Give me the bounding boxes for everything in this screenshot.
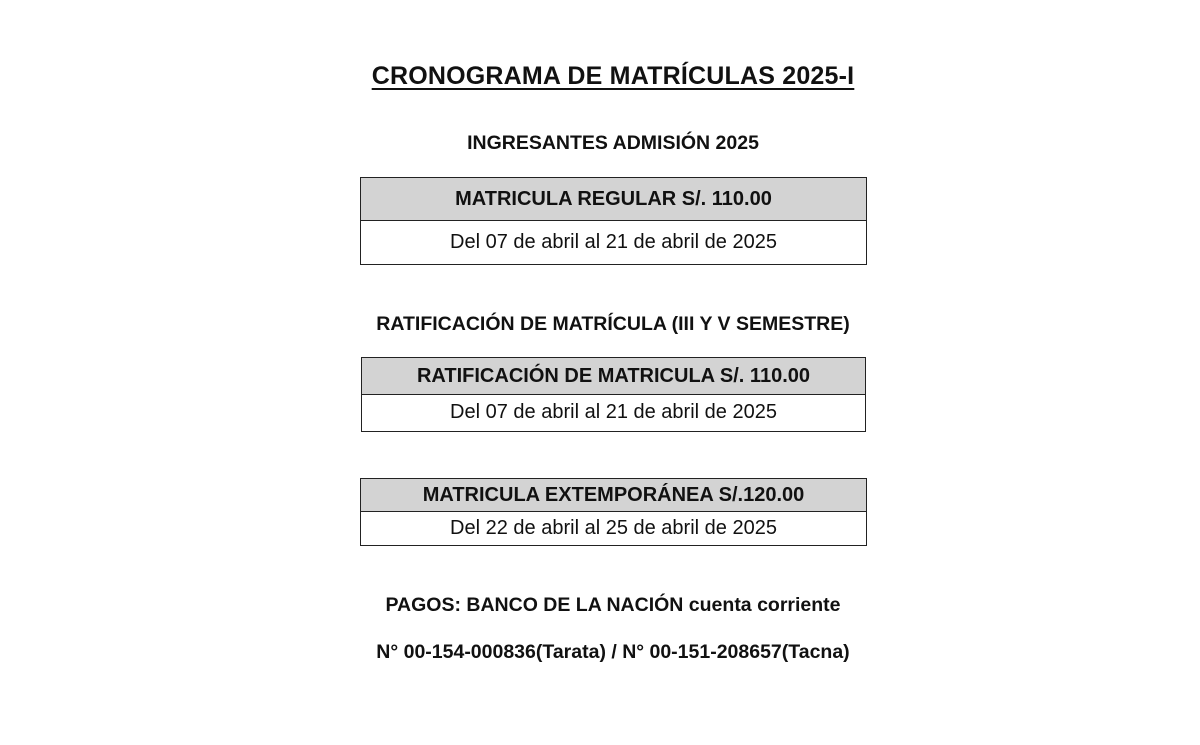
section-heading-ingresantes: INGRESANTES ADMISIÓN 2025 — [467, 132, 759, 154]
table-header-extemporanea: MATRICULA EXTEMPORÁNEA S/.120.00 — [361, 479, 866, 512]
payment-account-numbers: N° 00-154-000836(Tarata) / N° 00-151-208657(Tacna) — [376, 641, 850, 663]
table-cell-fechas-extemporanea: Del 22 de abril al 25 de abril de 2025 — [450, 516, 777, 539]
table-header-ratificacion: RATIFICACIÓN DE MATRICULA S/. 110.00 — [362, 358, 865, 395]
table-matricula-regular — [360, 177, 867, 265]
page-title: CRONOGRAMA DE MATRÍCULAS 2025-I — [371, 62, 855, 90]
payment-bank-line: PAGOS: BANCO DE LA NACIÓN cuenta corriente — [385, 594, 841, 616]
table-ratificacion — [361, 357, 866, 432]
table-extemporanea — [360, 478, 867, 546]
table-header-matricula-regular: MATRICULA REGULAR S/. 110.00 — [361, 178, 866, 221]
section-heading-ratificacion: RATIFICACIÓN DE MATRÍCULA (III Y V SEMESTRE) — [376, 313, 850, 335]
table-cell-fechas-regular: Del 07 de abril al 21 de abril de 2025 — [450, 230, 777, 253]
table-cell-fechas-ratificacion: Del 07 de abril al 21 de abril de 2025 — [450, 401, 777, 423]
